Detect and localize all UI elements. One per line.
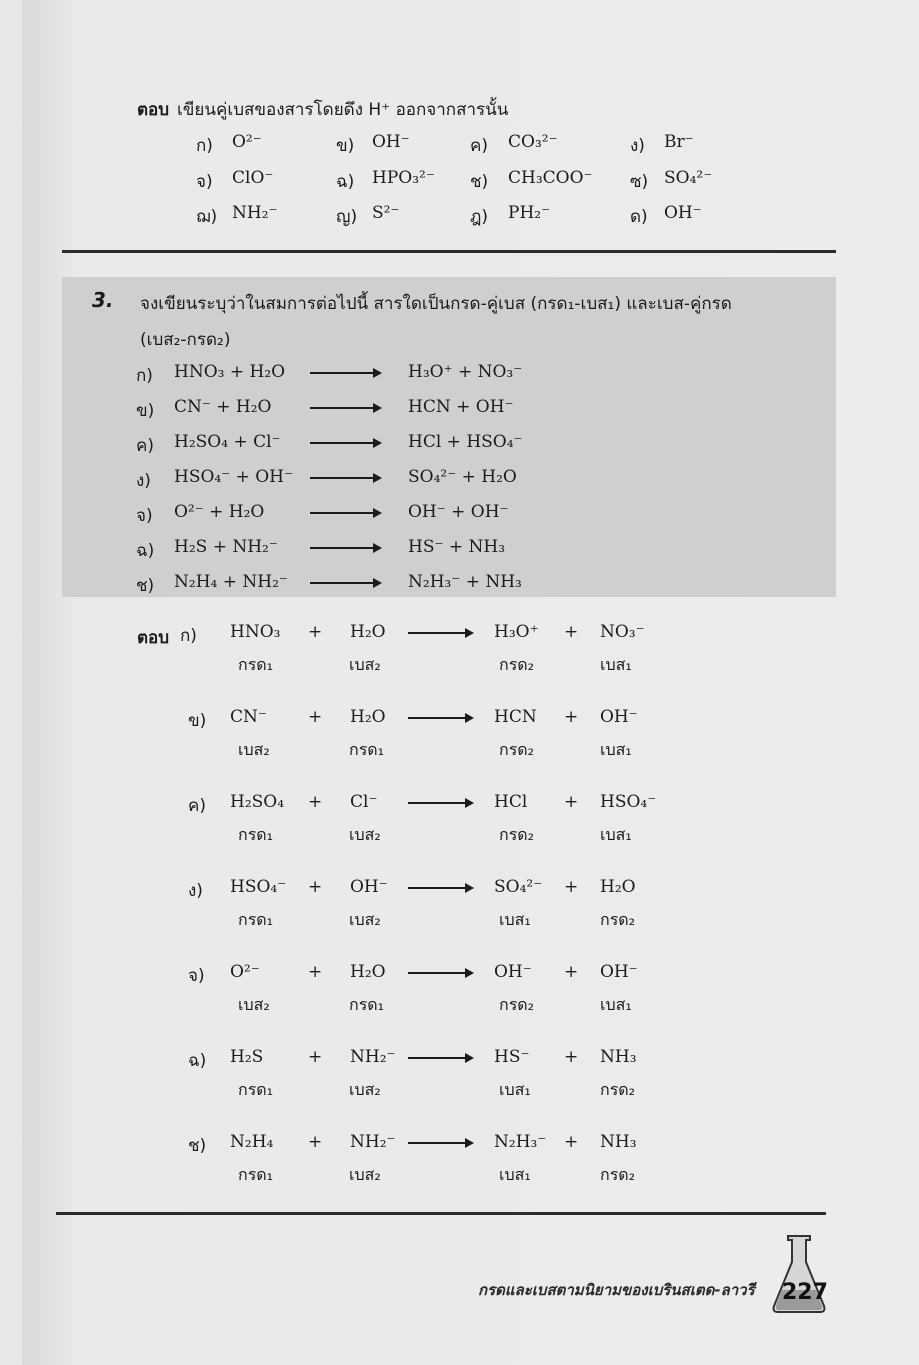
reaction-arrow — [310, 547, 380, 549]
plus-sign: + — [308, 1132, 323, 1152]
reaction-arrow — [310, 442, 380, 444]
plus-sign: + — [308, 877, 323, 897]
item-label: ข) — [336, 136, 355, 156]
item-label: ค) — [470, 136, 489, 156]
equation-products: OH⁻ + OH⁻ — [408, 502, 509, 522]
answer-label: ข) — [188, 711, 207, 731]
product-1-tag: เบส₁ — [499, 1165, 531, 1184]
plus-sign: + — [564, 622, 579, 642]
product-1: SO₄²⁻ — [494, 877, 543, 897]
reactant-1: N₂H₄ — [230, 1132, 274, 1152]
product-2: NH₃ — [600, 1047, 637, 1067]
item-label: ฌ) — [196, 207, 218, 227]
plus-sign: + — [564, 707, 579, 727]
product-1: HCN — [494, 707, 537, 727]
answer-label: ตอบ — [137, 100, 170, 120]
answer-label-3: ตอบ — [137, 628, 170, 648]
item-label: ก) — [196, 136, 213, 156]
reaction-arrow — [310, 477, 380, 479]
plus-sign: + — [308, 707, 323, 727]
item-label: ฉ) — [336, 172, 355, 192]
part1-intro: เขียนคู่เบสของสารโดยดึง H⁺ ออกจากสารนั้น — [177, 100, 509, 120]
item-label: ญ) — [336, 207, 358, 227]
reactant-2: OH⁻ — [350, 877, 388, 897]
reactant-2-tag: เบส₂ — [349, 910, 381, 929]
reactant-2: NH₂⁻ — [350, 1047, 396, 1067]
answer-label: ช) — [188, 1136, 207, 1156]
reactant-2-tag: เบส₂ — [349, 655, 381, 674]
product-2: H₂O — [600, 877, 636, 897]
equation-reactants: HNO₃ + H₂O — [174, 362, 286, 382]
product-2: HSO₄⁻ — [600, 792, 657, 812]
reaction-arrow — [408, 1057, 472, 1059]
reaction-arrow — [310, 582, 380, 584]
product-2: NH₃ — [600, 1132, 637, 1152]
reactant-2-tag: เบส₂ — [349, 825, 381, 844]
reaction-arrow — [310, 407, 380, 409]
answer-label: ฉ) — [188, 1051, 207, 1071]
plus-sign: + — [564, 962, 579, 982]
equation-products: HS⁻ + NH₃ — [408, 537, 506, 557]
equation-reactants: H₂SO₄ + Cl⁻ — [174, 432, 281, 452]
conjugate-base: CH₃COO⁻ — [508, 168, 593, 188]
reactant-2: H₂O — [350, 962, 386, 982]
reactant-2-tag: เบส₂ — [349, 1165, 381, 1184]
equation-reactants: HSO₄⁻ + OH⁻ — [174, 467, 293, 487]
reactant-1-tag: กรด₁ — [238, 825, 274, 844]
equation-products: H₃O⁺ + NO₃⁻ — [408, 362, 523, 382]
answer-label: ก) — [180, 626, 197, 646]
equation-label: ค) — [136, 436, 155, 456]
equation-products: SO₄²⁻ + H₂O — [408, 467, 517, 487]
reactant-1-tag: กรด₁ — [238, 910, 274, 929]
reactant-1-tag: เบส₂ — [238, 995, 270, 1014]
reaction-arrow — [310, 372, 380, 374]
item-label: ง) — [630, 136, 645, 156]
product-1-tag: เบส₁ — [499, 910, 531, 929]
reaction-arrow — [408, 1142, 472, 1144]
equation-label: ข) — [136, 401, 155, 421]
item-label: ช) — [470, 172, 489, 192]
question-text-line1: จงเขียนระบุว่าในสมการต่อไปนี้ สารใดเป็นกรด-คู่เบส (กรด₁-เบส₁) และเบส-คู่กรด — [140, 294, 732, 314]
divider-top — [62, 250, 836, 253]
reactant-1: H₂SO₄ — [230, 792, 285, 812]
reactant-2-tag: เบส₂ — [349, 1080, 381, 1099]
conjugate-base: HPO₃²⁻ — [372, 168, 435, 188]
reactant-2-tag: กรด₁ — [349, 995, 385, 1014]
equation-reactants: O²⁻ + H₂O — [174, 502, 265, 522]
product-1-tag: กรด₂ — [499, 655, 535, 674]
item-label: จ) — [196, 172, 213, 192]
reactant-1-tag: เบส₂ — [238, 740, 270, 759]
plus-sign: + — [564, 1132, 579, 1152]
reactant-2: H₂O — [350, 622, 386, 642]
reactant-2: NH₂⁻ — [350, 1132, 396, 1152]
product-2: OH⁻ — [600, 707, 638, 727]
reactant-1: CN⁻ — [230, 707, 267, 727]
conjugate-base: NH₂⁻ — [232, 203, 278, 223]
reactant-1: HNO₃ — [230, 622, 281, 642]
reactant-1: HSO₄⁻ — [230, 877, 287, 897]
reactant-1: O²⁻ — [230, 962, 260, 982]
plus-sign: + — [564, 792, 579, 812]
question-number: 3. — [92, 288, 114, 312]
product-2-tag: เบส₁ — [600, 825, 632, 844]
reaction-arrow — [310, 512, 380, 514]
product-2-tag: กรด₂ — [600, 1080, 636, 1099]
equation-label: ช) — [136, 576, 155, 596]
reactant-2-tag: กรด₁ — [349, 740, 385, 759]
plus-sign: + — [564, 1047, 579, 1067]
plus-sign: + — [564, 877, 579, 897]
reaction-arrow — [408, 632, 472, 634]
product-2-tag: เบส₁ — [600, 740, 632, 759]
reaction-arrow — [408, 717, 472, 719]
reaction-arrow — [408, 802, 472, 804]
reaction-arrow — [408, 972, 472, 974]
equation-reactants: N₂H₄ + NH₂⁻ — [174, 572, 288, 592]
reactant-1: H₂S — [230, 1047, 264, 1067]
item-label: ซ) — [630, 172, 649, 192]
product-2-tag: กรด₂ — [600, 910, 636, 929]
answer-label: ค) — [188, 796, 207, 816]
conjugate-base: PH₂⁻ — [508, 203, 551, 223]
conjugate-base: Br⁻ — [664, 132, 694, 152]
equation-label: ก) — [136, 366, 153, 386]
plus-sign: + — [308, 792, 323, 812]
equation-products: HCl + HSO₄⁻ — [408, 432, 523, 452]
question-text-line2: (เบส₂-กรด₂) — [140, 330, 231, 350]
plus-sign: + — [308, 622, 323, 642]
answer-label: จ) — [188, 966, 205, 986]
reactant-1-tag: กรด₁ — [238, 1165, 274, 1184]
product-1-tag: เบส₁ — [499, 1080, 531, 1099]
reactant-2: Cl⁻ — [350, 792, 378, 812]
product-1: HS⁻ — [494, 1047, 530, 1067]
product-1: H₃O⁺ — [494, 622, 539, 642]
chapter-title: กรดและเบสตามนิยามของเบรินสเตด-ลาวรี — [478, 1281, 755, 1299]
equation-label: จ) — [136, 506, 153, 526]
item-label: ด) — [630, 207, 648, 227]
equation-products: HCN + OH⁻ — [408, 397, 514, 417]
product-1-tag: กรด₂ — [499, 825, 535, 844]
equation-label: ฉ) — [136, 541, 155, 561]
equation-label: ง) — [136, 471, 151, 491]
product-1-tag: กรด₂ — [499, 740, 535, 759]
product-2-tag: เบส₁ — [600, 655, 632, 674]
product-2-tag: กรด₂ — [600, 1165, 636, 1184]
conjugate-base: ClO⁻ — [232, 168, 274, 188]
item-label: ฎ) — [470, 207, 489, 227]
product-1-tag: กรด₂ — [499, 995, 535, 1014]
reactant-1-tag: กรด₁ — [238, 655, 274, 674]
conjugate-base: OH⁻ — [372, 132, 410, 152]
conjugate-base: CO₃²⁻ — [508, 132, 558, 152]
product-2: OH⁻ — [600, 962, 638, 982]
conjugate-base: SO₄²⁻ — [664, 168, 713, 188]
conjugate-base: OH⁻ — [664, 203, 702, 223]
answer-label: ง) — [188, 881, 203, 901]
product-1: N₂H₃⁻ — [494, 1132, 547, 1152]
conjugate-base: O²⁻ — [232, 132, 262, 152]
plus-sign: + — [308, 1047, 323, 1067]
plus-sign: + — [308, 962, 323, 982]
reactant-1-tag: กรด₁ — [238, 1080, 274, 1099]
product-1: OH⁻ — [494, 962, 532, 982]
divider-bottom — [56, 1212, 826, 1215]
reactant-2: H₂O — [350, 707, 386, 727]
conjugate-base: S²⁻ — [372, 203, 400, 223]
equation-reactants: H₂S + NH₂⁻ — [174, 537, 278, 557]
page-number: 227 — [782, 1280, 828, 1305]
product-2: NO₃⁻ — [600, 622, 645, 642]
reaction-arrow — [408, 887, 472, 889]
equation-reactants: CN⁻ + H₂O — [174, 397, 272, 417]
product-2-tag: เบส₁ — [600, 995, 632, 1014]
product-1: HCl — [494, 792, 528, 812]
equation-products: N₂H₃⁻ + NH₃ — [408, 572, 522, 592]
